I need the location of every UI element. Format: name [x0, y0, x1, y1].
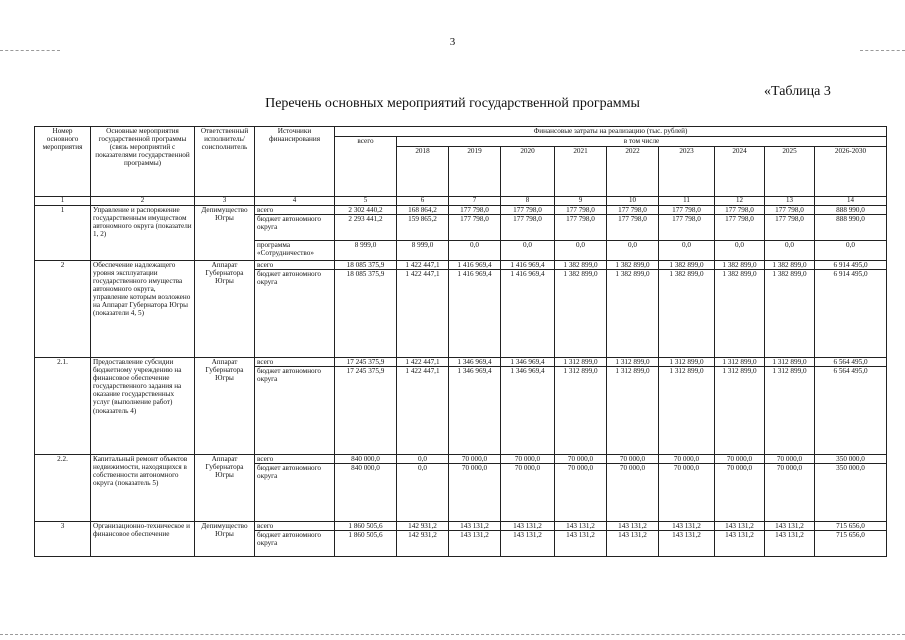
funding-source: бюджет автономного округа	[255, 215, 335, 241]
value-cell: 143 131,2	[715, 531, 765, 557]
table-label: «Таблица 3	[764, 84, 831, 99]
funding-source: всего	[255, 261, 335, 270]
header-year: 2021	[555, 147, 607, 197]
header-activities: Основные мероприятия государственной программы (связь мероприятий с показателями государственной программы)	[91, 127, 195, 197]
value-cell: 1 346 969,4	[501, 367, 555, 455]
value-cell: 159 865,2	[397, 215, 449, 241]
column-number: 8	[501, 197, 555, 206]
funding-source: всего	[255, 206, 335, 215]
value-cell: 1 382 899,0	[765, 270, 815, 358]
column-number: 9	[555, 197, 607, 206]
value-cell: 6 564 495,0	[815, 358, 887, 367]
funding-source: всего	[255, 522, 335, 531]
value-cell: 1 312 899,0	[715, 358, 765, 367]
activity-number: 3	[35, 522, 91, 557]
value-cell: 177 798,0	[501, 215, 555, 241]
value-cell: 70 000,0	[765, 455, 815, 464]
value-cell: 70 000,0	[501, 464, 555, 522]
activity-executor: Депимущество Югры	[195, 522, 255, 557]
value-cell: 1 312 899,0	[555, 358, 607, 367]
header-number: Номер основного мероприятия	[35, 127, 91, 197]
value-cell: 142 931,2	[397, 531, 449, 557]
funding-source: бюджет автономного округа	[255, 367, 335, 455]
value-cell: 143 131,2	[659, 522, 715, 531]
header-year: 2018	[397, 147, 449, 197]
column-number: 1	[35, 197, 91, 206]
value-cell: 177 798,0	[765, 215, 815, 241]
funding-source: программа «Сотрудничество»	[255, 241, 335, 261]
funding-source: всего	[255, 358, 335, 367]
value-cell: 1 346 969,4	[449, 358, 501, 367]
value-cell: 1 416 969,4	[501, 261, 555, 270]
value-cell: 1 382 899,0	[555, 270, 607, 358]
column-number: 5	[335, 197, 397, 206]
value-cell: 0,0	[659, 241, 715, 261]
value-cell: 715 656,0	[815, 522, 887, 531]
value-cell: 177 798,0	[715, 215, 765, 241]
scan-edge-right	[860, 50, 905, 51]
value-cell: 177 798,0	[607, 206, 659, 215]
value-cell: 142 931,2	[397, 522, 449, 531]
value-cell: 177 798,0	[607, 215, 659, 241]
value-cell: 70 000,0	[607, 455, 659, 464]
value-cell: 143 131,2	[555, 531, 607, 557]
column-number: 4	[255, 197, 335, 206]
value-cell: 18 085 375,9	[335, 261, 397, 270]
activity-number: 2	[35, 261, 91, 358]
value-cell: 0,0	[607, 241, 659, 261]
value-cell: 177 798,0	[449, 215, 501, 241]
column-number: 6	[397, 197, 449, 206]
value-cell: 143 131,2	[449, 522, 501, 531]
value-cell: 70 000,0	[555, 455, 607, 464]
value-cell: 143 131,2	[659, 531, 715, 557]
value-cell: 70 000,0	[715, 464, 765, 522]
header-executor: Ответственный исполнитель/ соисполнитель	[195, 127, 255, 197]
value-cell: 70 000,0	[659, 455, 715, 464]
value-cell: 17 245 375,9	[335, 367, 397, 455]
activity-executor: Аппарат Губернатора Югры	[195, 358, 255, 455]
value-cell: 143 131,2	[501, 531, 555, 557]
column-number: 12	[715, 197, 765, 206]
value-cell: 2 302 440,2	[335, 206, 397, 215]
value-cell: 18 085 375,9	[335, 270, 397, 358]
header-source: Источники финансирования	[255, 127, 335, 197]
column-number: 11	[659, 197, 715, 206]
value-cell: 2 293 441,2	[335, 215, 397, 241]
column-number: 10	[607, 197, 659, 206]
value-cell: 8 999,0	[397, 241, 449, 261]
value-cell: 6 914 495,0	[815, 261, 887, 270]
value-cell: 1 382 899,0	[659, 261, 715, 270]
value-cell: 1 422 447,1	[397, 270, 449, 358]
header-year: 2023	[659, 147, 715, 197]
value-cell: 143 131,2	[607, 522, 659, 531]
value-cell: 1 422 447,1	[397, 367, 449, 455]
header-financial: Финансовые затраты на реализацию (тыс. рублей)	[335, 127, 887, 137]
column-number-row	[35, 197, 887, 206]
value-cell: 1 312 899,0	[659, 367, 715, 455]
value-cell: 177 798,0	[449, 206, 501, 215]
value-cell: 1 382 899,0	[555, 261, 607, 270]
value-cell: 17 245 375,9	[335, 358, 397, 367]
value-cell: 177 798,0	[501, 206, 555, 215]
value-cell: 70 000,0	[765, 464, 815, 522]
value-cell: 350 000,0	[815, 455, 887, 464]
activity-executor: Депимущество Югры	[195, 206, 255, 261]
value-cell: 0,0	[449, 241, 501, 261]
value-cell: 0,0	[715, 241, 765, 261]
activity-number: 1	[35, 206, 91, 261]
value-cell: 1 312 899,0	[765, 367, 815, 455]
value-cell: 143 131,2	[715, 522, 765, 531]
value-cell: 70 000,0	[449, 464, 501, 522]
header-including: в том числе	[397, 137, 887, 147]
header-year: 2024	[715, 147, 765, 197]
table-row	[35, 522, 887, 531]
value-cell: 350 000,0	[815, 464, 887, 522]
value-cell: 1 382 899,0	[715, 270, 765, 358]
activity-name: Предоставление субсидии бюджетному учреждению на финансовое обеспечение государственного задания на оказание государственных услуг (выполнение работ) (показатель 4)	[91, 358, 195, 455]
activities-table	[34, 126, 887, 557]
value-cell: 0,0	[397, 464, 449, 522]
activity-name: Обеспечение надлежащего уровня эксплуатации государственного имущества автономного округа, управление которым возложено на Аппарат Губернатора Югры (показатели 4, 5)	[91, 261, 195, 358]
value-cell: 168 864,2	[397, 206, 449, 215]
value-cell: 8 999,0	[335, 241, 397, 261]
table-row	[35, 358, 887, 367]
value-cell: 840 000,0	[335, 464, 397, 522]
activity-number: 2.1.	[35, 358, 91, 455]
value-cell: 1 382 899,0	[765, 261, 815, 270]
value-cell: 1 860 505,6	[335, 531, 397, 557]
value-cell: 1 382 899,0	[715, 261, 765, 270]
value-cell: 177 798,0	[659, 215, 715, 241]
activity-number: 2.2.	[35, 455, 91, 522]
value-cell: 143 131,2	[449, 531, 501, 557]
activity-executor: Аппарат Губернатора Югры	[195, 261, 255, 358]
value-cell: 840 000,0	[335, 455, 397, 464]
value-cell: 0,0	[815, 241, 887, 261]
header-year: 2020	[501, 147, 555, 197]
value-cell: 715 656,0	[815, 531, 887, 557]
value-cell: 1 860 505,6	[335, 522, 397, 531]
table-row	[35, 261, 887, 270]
value-cell: 70 000,0	[449, 455, 501, 464]
column-number: 3	[195, 197, 255, 206]
value-cell: 177 798,0	[765, 206, 815, 215]
scan-edge-left	[0, 50, 60, 51]
table-row	[35, 455, 887, 464]
funding-source: бюджет автономного округа	[255, 531, 335, 557]
table-row	[35, 206, 887, 215]
scan-edge-bottom	[0, 634, 905, 635]
value-cell: 1 416 969,4	[501, 270, 555, 358]
header-year-total: всего	[335, 137, 397, 197]
value-cell: 70 000,0	[501, 455, 555, 464]
value-cell: 143 131,2	[555, 522, 607, 531]
value-cell: 0,0	[765, 241, 815, 261]
value-cell: 1 422 447,1	[397, 358, 449, 367]
value-cell: 0,0	[397, 455, 449, 464]
header-year: 2022	[607, 147, 659, 197]
activity-name: Управление и распоряжение государственным имуществом автономного округа (показатели 1, 2)	[91, 206, 195, 261]
value-cell: 177 798,0	[555, 206, 607, 215]
column-number: 14	[815, 197, 887, 206]
value-cell: 177 798,0	[555, 215, 607, 241]
value-cell: 888 990,0	[815, 206, 887, 215]
value-cell: 1 416 969,4	[449, 261, 501, 270]
value-cell: 1 382 899,0	[607, 270, 659, 358]
value-cell: 70 000,0	[659, 464, 715, 522]
value-cell: 143 131,2	[765, 522, 815, 531]
activity-executor: Аппарат Губернатора Югры	[195, 455, 255, 522]
column-number: 13	[765, 197, 815, 206]
value-cell: 1 312 899,0	[765, 358, 815, 367]
value-cell: 6 564 495,0	[815, 367, 887, 455]
column-number: 7	[449, 197, 501, 206]
document-title: Перечень основных мероприятий государственной программы	[265, 96, 640, 111]
value-cell: 0,0	[501, 241, 555, 261]
activity-name: Организационно-техническое и финансовое обеспечение	[91, 522, 195, 557]
value-cell: 1 312 899,0	[659, 358, 715, 367]
header-year: 2019	[449, 147, 501, 197]
header-year: 2025	[765, 147, 815, 197]
value-cell: 1 312 899,0	[607, 358, 659, 367]
page-number: 3	[449, 36, 456, 48]
value-cell: 1 422 447,1	[397, 261, 449, 270]
value-cell: 0,0	[555, 241, 607, 261]
value-cell: 1 382 899,0	[607, 261, 659, 270]
value-cell: 143 131,2	[501, 522, 555, 531]
value-cell: 1 312 899,0	[715, 367, 765, 455]
funding-source: всего	[255, 455, 335, 464]
value-cell: 177 798,0	[715, 206, 765, 215]
value-cell: 177 798,0	[659, 206, 715, 215]
column-number: 2	[91, 197, 195, 206]
funding-source: бюджет автономного округа	[255, 464, 335, 522]
value-cell: 888 990,0	[815, 215, 887, 241]
value-cell: 70 000,0	[607, 464, 659, 522]
value-cell: 1 312 899,0	[555, 367, 607, 455]
activity-name: Капитальный ремонт объектов недвижимости, находящихся в собственности автономного округа (показатель 5)	[91, 455, 195, 522]
value-cell: 70 000,0	[555, 464, 607, 522]
value-cell: 1 416 969,4	[449, 270, 501, 358]
value-cell: 1 346 969,4	[449, 367, 501, 455]
value-cell: 6 914 495,0	[815, 270, 887, 358]
header-year: 2026-2030	[815, 147, 887, 197]
value-cell: 1 312 899,0	[607, 367, 659, 455]
value-cell: 143 131,2	[607, 531, 659, 557]
value-cell: 70 000,0	[715, 455, 765, 464]
funding-source: бюджет автономного округа	[255, 270, 335, 358]
value-cell: 1 382 899,0	[659, 270, 715, 358]
value-cell: 143 131,2	[765, 531, 815, 557]
value-cell: 1 346 969,4	[501, 358, 555, 367]
